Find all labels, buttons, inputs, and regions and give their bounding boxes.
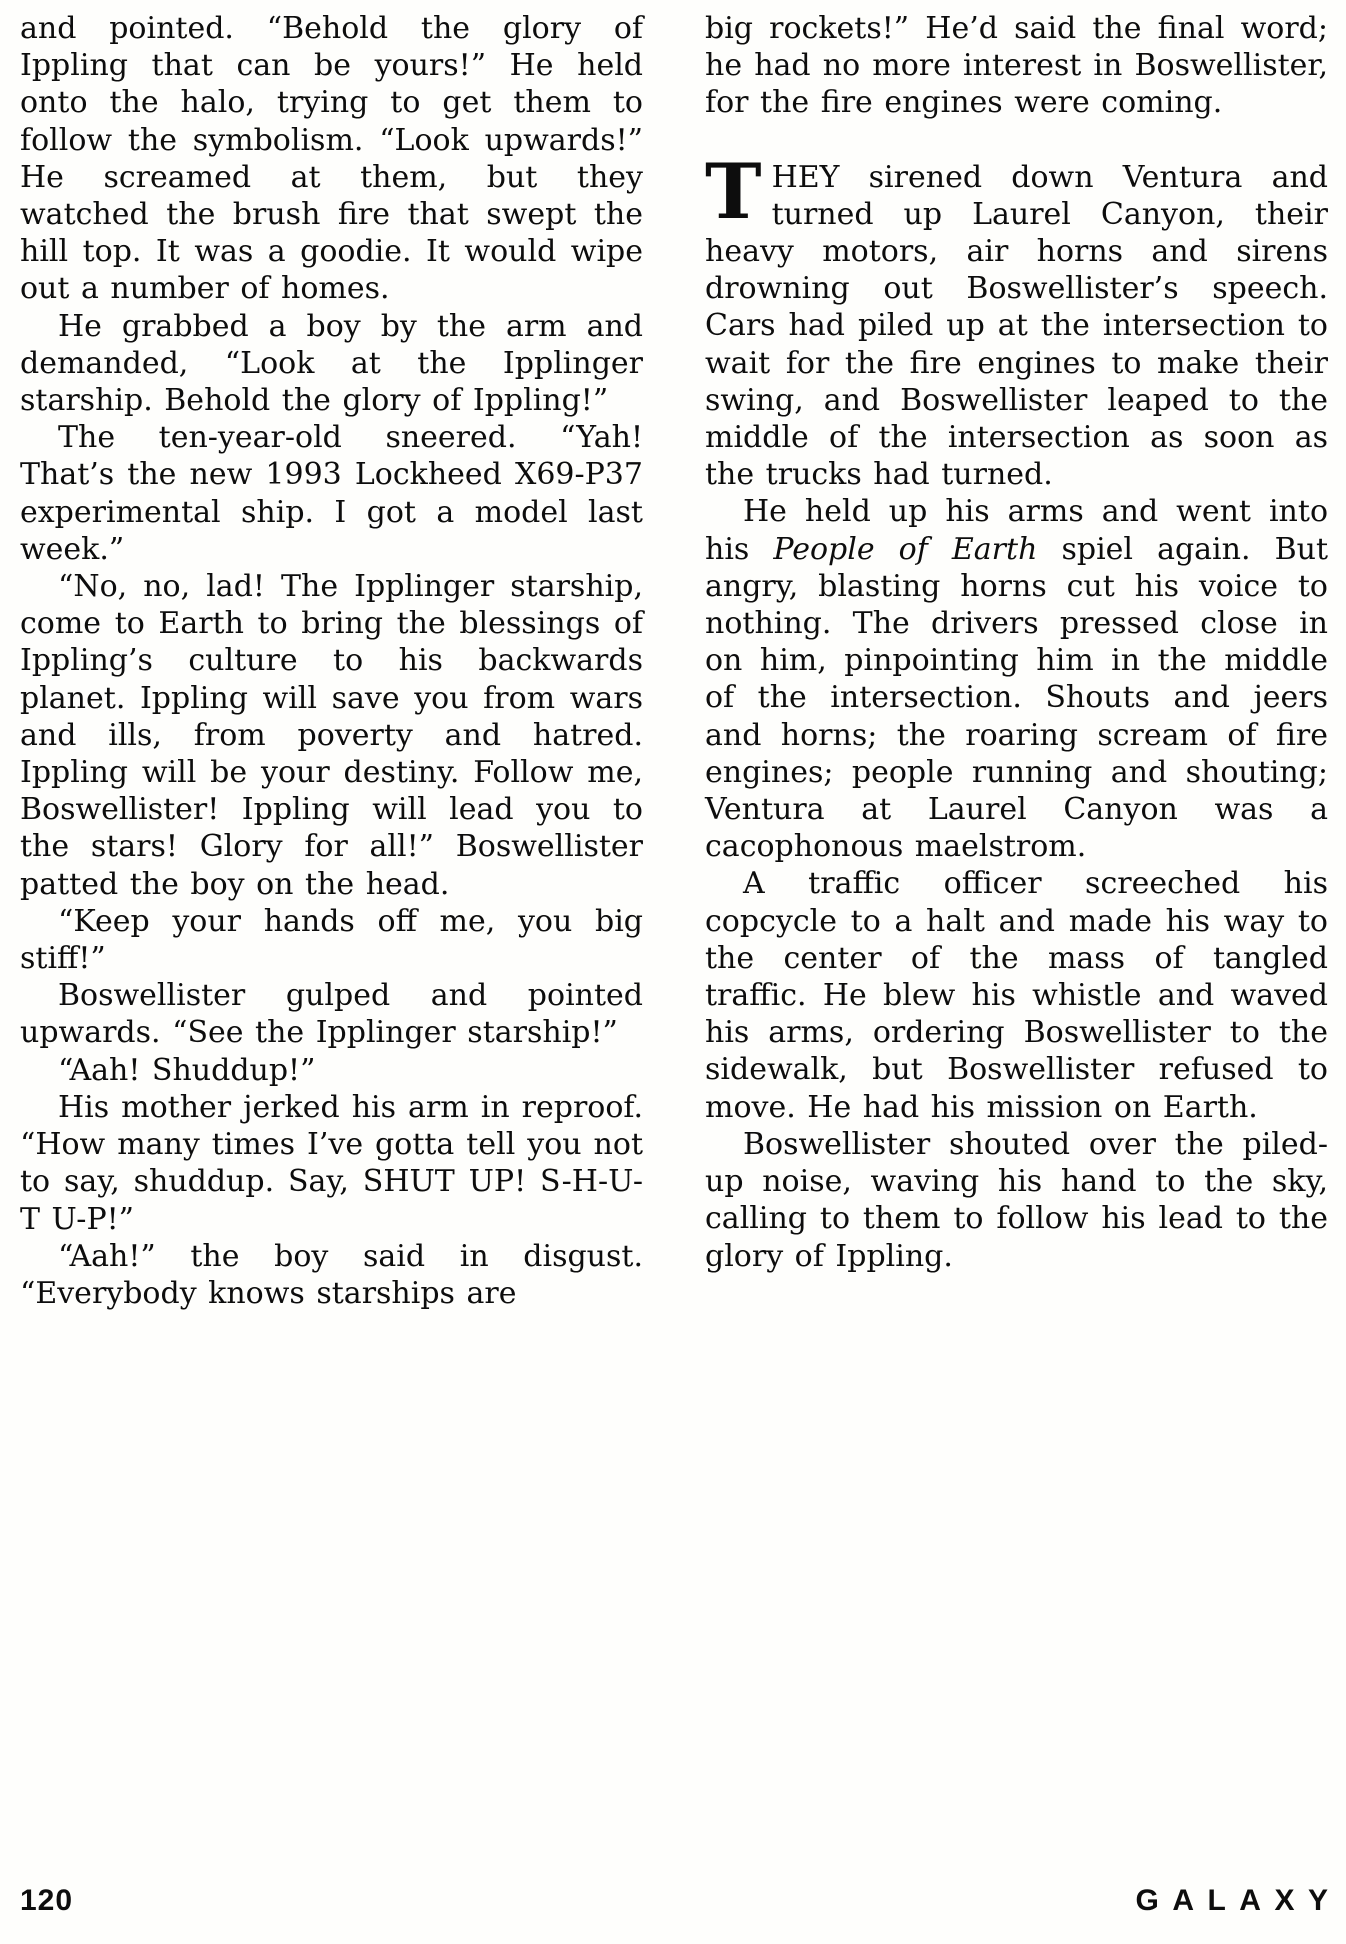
text-run: His mother jerked his arm in reproof. “How many times I’ve gotta tell you not to say, shuddup. Say, SHUT UP! S-H-U-T U-P!” xyxy=(20,1089,643,1237)
column-left xyxy=(20,10,643,1312)
article-body xyxy=(20,10,1328,1312)
paragraph xyxy=(20,1052,643,1089)
paragraph xyxy=(705,865,1328,1125)
paragraph xyxy=(705,493,1328,865)
text-run: “Aah!” the boy said in disgust. “Everybody knows starships are xyxy=(20,1238,643,1311)
page-number: 120 xyxy=(20,1884,74,1917)
paragraph xyxy=(20,308,643,420)
text-run: People of Earth xyxy=(773,531,1038,567)
paragraph xyxy=(20,1089,643,1238)
column-right xyxy=(705,10,1328,1312)
text-run: “No, no, lad! The Ipplinger starship, come to Earth to bring the blessings of Ippling’s culture to his backwards planet. Ippling will save you from wars and ills, from poverty and hatred. Ippling will be your destiny. Follow me, Boswellister! Ippling will lead you to the stars! Glory for all!” Boswellister patted the boy on the head. xyxy=(20,569,643,902)
paragraph xyxy=(20,977,643,1051)
text-run: He held up his arms and went into his xyxy=(705,494,1328,567)
dropcap-letter: T xyxy=(705,146,762,236)
paragraph xyxy=(20,568,643,903)
paragraph xyxy=(705,1126,1328,1275)
text-run: “Aah! Shuddup!” xyxy=(58,1052,316,1088)
paragraph xyxy=(20,1238,643,1312)
page-footer xyxy=(20,1884,1342,1918)
text-run: A traffic officer screeched his copcycle to a halt and made his way to the center of the mass of tangled traffic. He blew his whistle and waved his arms, ordering Boswellister to the sidewalk, but Boswellister refused to move. He had his mission on Earth. xyxy=(705,866,1328,1125)
text-run: Boswellister shouted over the piled-up noise, waving his hand to the sky, calling to them to follow his lead to the glory of Ippling. xyxy=(705,1126,1328,1274)
text-run: HEY sirened down Ventura and turned up Laurel Canyon, their heavy motors, air horns and sirens drowning out Boswellister’s speech. Cars had piled up at the intersection to wait for the fire engines to make their swing, and Boswellister leaped to the middle of the intersection as soon as the trucks had turned. xyxy=(705,159,1328,493)
text-run: “Keep your hands off me, you big stiff!” xyxy=(20,903,643,977)
paragraph xyxy=(705,146,1328,494)
paragraph xyxy=(20,419,643,568)
text-run: big rockets!” He’d said the final word; he had no more interest in Boswellister, for the fire engines were coming. xyxy=(705,11,1328,121)
text-run: Boswellister gulped and pointed upwards. “See the Ipplinger starship!” xyxy=(20,978,643,1051)
magazine-name: GALAXY xyxy=(1135,1884,1342,1917)
paragraph xyxy=(20,903,643,977)
paragraph xyxy=(705,10,1328,122)
paragraph xyxy=(20,10,643,308)
text-run: The ten-year-old sneered. “Yah! That’s the new 1993 Lockheed X69-P37 experimental ship. I got a model last week.” xyxy=(20,420,643,567)
text-run: and pointed. “Behold the glory of Ippling that can be yours!” He held onto the halo, trying to get them to follow the symbolism. “Look upwards!” He screamed at them, but they watched the brush fire that swept the hill top. It was a goodie. It would wipe out a number of homes. xyxy=(20,11,643,307)
text-run: spiel again. But angry, blasting horns cut his voice to nothing. The drivers pressed close in on him, pinpointing him in the middle of the intersection. Shouts and jeers and horns; the roaring scream of fire engines; people running and shouting; Ventura at Laurel Canyon was a cacophonous maelstrom. xyxy=(705,531,1328,865)
text-run: He grabbed a boy by the arm and demanded, “Look at the Ipplinger starship. Behold the glory of Ippling!” xyxy=(20,308,643,419)
